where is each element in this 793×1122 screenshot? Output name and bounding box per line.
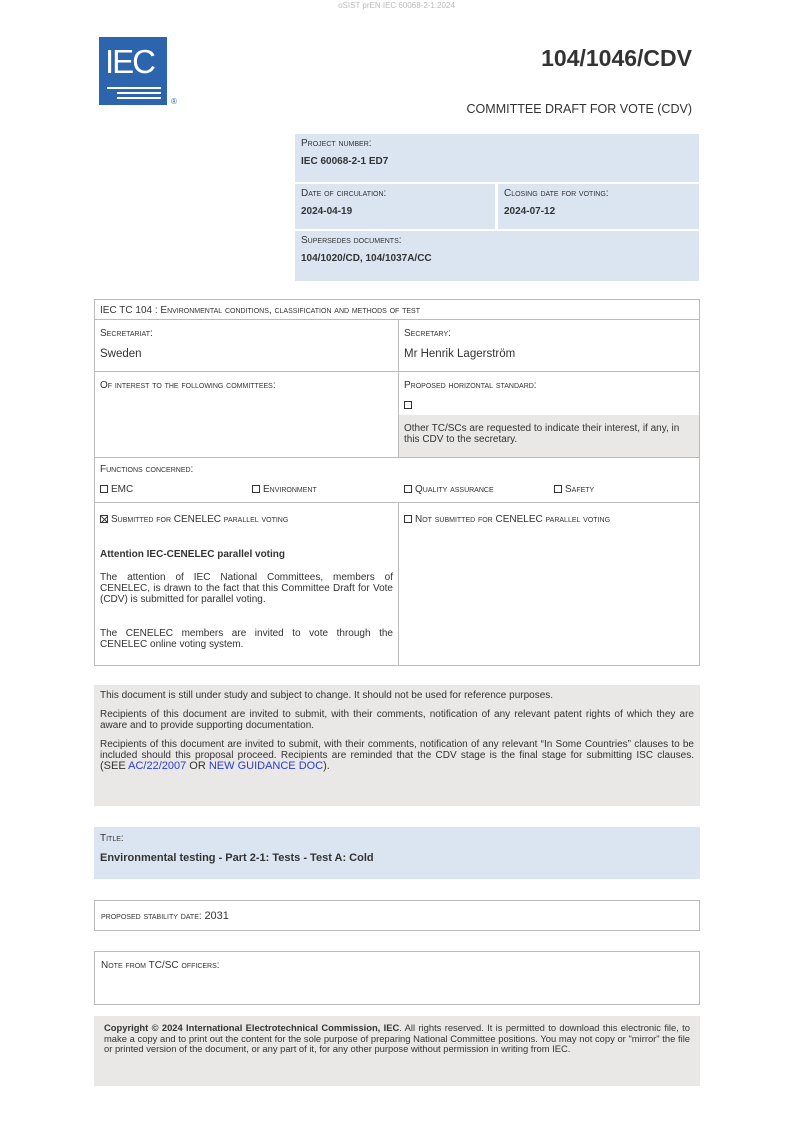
supersedes-documents: 104/1020/CD, 104/1037A/CC: [301, 253, 432, 264]
attention-title: Attention IEC-CENELEC parallel voting: [100, 549, 286, 560]
copyright-text: . All rights reserved. It is permitted to download this electronic file, to make a copy and to print out the content for the sole purpose of preparing National Committee positions. You may not copy or "mirror" the file or printed version of the document, or any part of it, for any other purpose without permission in writing from IEC.: [104, 1022, 690, 1054]
attention-paragraph-2: The CENELEC members are invited to vote through the CENELEC online voting system.: [100, 628, 393, 650]
secretary-value: Mr Henrik Lagerström: [404, 348, 516, 360]
stability-label: proposed stability date:: [101, 911, 205, 922]
title-box: [94, 827, 700, 879]
function-emc-checkbox[interactable]: [100, 484, 133, 495]
document-title: Environmental testing - Part 2-1: Tests - Test A: Cold: [100, 852, 374, 864]
tc-number: IEC TC 104 :: [100, 305, 161, 316]
logo-line: [117, 97, 161, 99]
function-emc-label: EMC: [111, 484, 134, 495]
checkbox-icon: [554, 485, 562, 493]
or-text: OR: [186, 760, 209, 772]
stability-date-box: [94, 900, 700, 931]
closing-cell: [498, 184, 699, 229]
supersedes-cell: [295, 231, 699, 281]
copyright-box: [94, 1016, 700, 1086]
checkbox-icon: [252, 485, 260, 493]
function-safety-checkbox[interactable]: [554, 484, 594, 495]
project-number-cell: [295, 134, 699, 182]
circulation-date: 2024-04-19: [301, 206, 353, 217]
function-quality-checkbox[interactable]: [404, 484, 494, 495]
officers-note-box: [94, 951, 700, 1005]
document-number: 104/1046/CDV: [541, 45, 692, 71]
circulation-cell: [295, 184, 495, 229]
copyright-bold: Copyright © 2024 International Electrotechnical Commission, IEC: [104, 1022, 400, 1033]
checked-box-icon: [100, 515, 108, 523]
officers-note-label: Note from TC/SC officers:: [101, 960, 220, 971]
horizontal-note: Other TC/SCs are requested to indicate their interest, if any, in this CDV to the secretary.: [399, 415, 699, 457]
logo-line: [107, 87, 161, 89]
horizontal-checkbox[interactable]: [404, 400, 415, 411]
stability-value: 2031: [204, 910, 229, 922]
project-info: [295, 134, 699, 281]
project-number-label: Project number:: [301, 138, 372, 149]
secretariat-value: Sweden: [100, 348, 142, 360]
checkbox-icon: [404, 485, 412, 493]
horizontal-label: Proposed horizontal standard:: [404, 380, 537, 391]
supersedes-label: Supersedes documents:: [301, 235, 402, 246]
logo-text: IEC: [105, 43, 155, 80]
cenelec-submitted-checkbox[interactable]: [100, 514, 288, 525]
checkbox-icon: [100, 485, 108, 493]
iec-logo: [99, 37, 167, 105]
closing-label: Closing date for voting:: [504, 188, 609, 199]
function-safety-label: Safety: [565, 484, 595, 495]
functions-label: Functions concerned:: [100, 464, 194, 475]
tc-name: Environmental conditions, classification and methods of test: [160, 305, 421, 316]
function-environment-label: Environment: [263, 484, 317, 495]
checkbox-icon: [404, 401, 412, 409]
circulation-label: Date of circulation:: [301, 188, 387, 199]
secretary-label: Secretary:: [404, 328, 451, 339]
cenelec-not-submitted-label: Not submitted for CENELEC parallel voting: [415, 514, 611, 525]
notice-box: [94, 685, 700, 806]
checkbox-icon: [404, 515, 412, 523]
notice-paragraph-3: [100, 739, 694, 772]
see-text: (SEE: [100, 760, 129, 772]
function-environment-checkbox[interactable]: [252, 484, 317, 495]
title-label: Title:: [100, 833, 124, 844]
logo-line: [117, 92, 161, 94]
notice-end-text: ).: [323, 760, 330, 772]
notice-paragraph-1: This document is still under study and subject to change. It should not be used for reference purposes.: [100, 690, 554, 701]
tc-heading: [100, 305, 420, 316]
document-type: COMMITTEE DRAFT FOR VOTE (CDV): [466, 102, 692, 116]
interest-label: Of interest to the following committees:: [100, 380, 276, 391]
new-guidance-doc-link[interactable]: NEW GUIDANCE DOC: [208, 760, 324, 772]
committee-table: [94, 299, 700, 666]
watermark: oSIST prEN IEC 60068-2-1:2024: [338, 1, 455, 10]
project-number: IEC 60068-2-1 ED7: [301, 156, 389, 167]
function-quality-label: Quality assurance: [415, 484, 494, 495]
cenelec-submitted-label: Submitted for CENELEC parallel voting: [111, 514, 289, 525]
ac-22-2007-link[interactable]: AC/22/2007: [128, 760, 187, 772]
registered-mark: ®: [171, 97, 177, 106]
closing-date: 2024-07-12: [504, 206, 556, 217]
cenelec-not-submitted-checkbox[interactable]: [404, 514, 610, 525]
attention-paragraph-1: The attention of IEC National Committees, members of CENELEC, is drawn to the fact that this Committee Draft for Vote (CDV) is submitted for parallel voting.: [100, 572, 393, 605]
notice-paragraph-3-text: Recipients of this document are invited to submit, with their comments, notification of any relevant “In Some Countries” clauses to be included should this proposal proceed. Recipients are reminded that the CDV stage is the final stage for submitting ISC clauses.: [100, 739, 694, 761]
secretariat-label: Secretariat:: [100, 328, 153, 339]
notice-paragraph-2: Recipients of this document are invited to submit, with their comments, notification of any relevant patent rights of which they are aware and to provide supporting documentation.: [100, 709, 694, 731]
